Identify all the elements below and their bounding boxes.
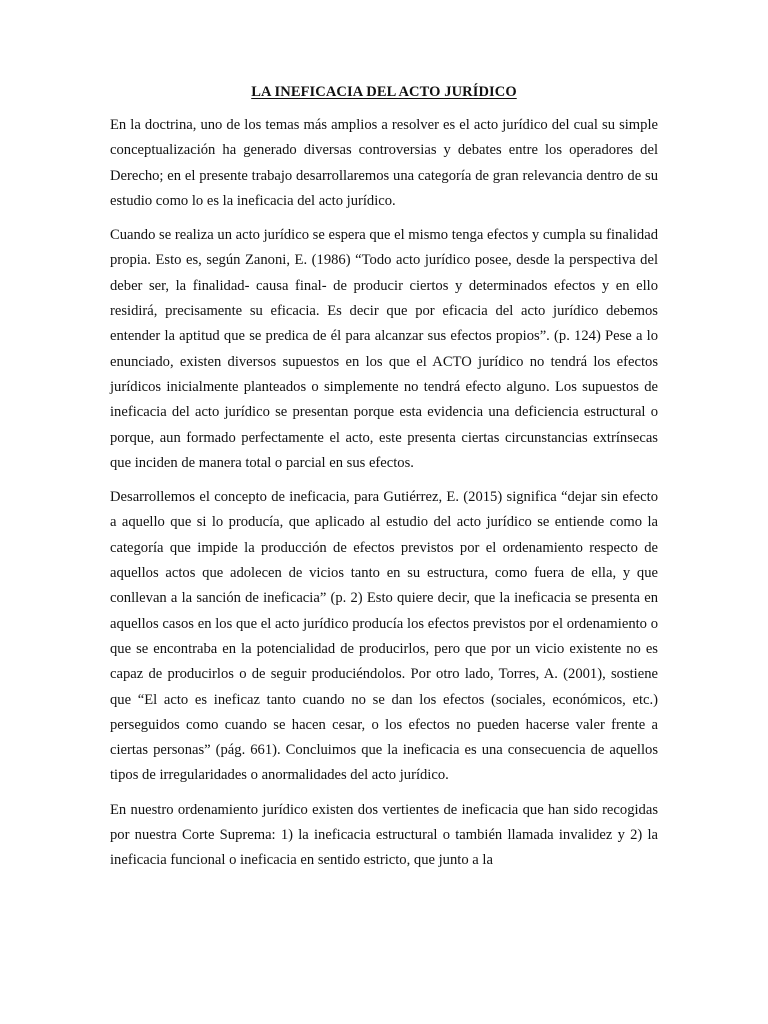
paragraph-ineficacy-types: En nuestro ordenamiento jurídico existen dos vertientes de ineficacia que han sido recogidas por nuestra Corte Suprema: 1) la ineficacia estructural o también llamada invalidez y 2) la ineficacia funcional o ineficacia en sentido estricto, que junto a la — [110, 801, 658, 869]
paragraph-ineficacy-concept: Desarrollemos el concepto de ineficacia, para Gutiérrez, E. (2015) significa “dejar sin efecto a aquello que si lo producía, que aplicado al estudio del acto jurídico se entiende como la categoría que impide la producción de efectos previstos por el ordenamiento respecto de aquellos actos que adolecen de vicios tanto en su estructura, como fuera de ella, y que conllevan a la sanción de ineficacia” (p. 2) Esto quiere decir, que la ineficacia se presenta en aquellos casos en los que el acto jurídico producía los efectos previstos por el ordenamiento o que se encontraba en la potencialidad de producirlos, pero que por un vicio existente no es capaz de producirlos o de seguir produciéndolos. Por otro lado, Torres, A. (2001), sostiene que “El acto es ineficaz tanto cuando no se dan los efectos (sociales, económicos, etc.) perseguidos como cuando se hacen cesar, o los efectos no pueden hacerse valer frente a ciertas personas” (pág. 661). Concluimos que la ineficacia es una consecuencia de aquellos tipos de irregularidades o anormalidades del acto jurídico. — [110, 489, 658, 784]
paragraph-efficacy: Cuando se realiza un acto jurídico se espera que el mismo tenga efectos y cumpla su finalidad propia. Esto es, según Zanoni, E. (1986) “Todo acto jurídico posee, desde la perspectiva del deber ser, la finalidad- causa final- de producir ciertos y determinados efectos y en ello residirá, precisamente su eficacia. Es decir que por eficacia del acto jurídico debemos entender la aptitud que se predica de él para alcanzar sus efectos propios”. (p. 124) Pese a lo enunciado, existen diversos supuestos en los que el ACTO jurídico no tendrá los efectos jurídicos inicialmente planteados o simplemente no tendrá efecto alguno. Los supuestos de ineficacia del acto jurídico se presentan porque esta evidencia una deficiencia estructural o porque, aun formado perfectamente el acto, este presenta ciertas circunstancias extrínsecas que inciden de manera total o parcial en sus efectos. — [110, 227, 658, 471]
paragraph-intro: En la doctrina, uno de los temas más amplios a resolver es el acto jurídico del cual su simple conceptualización ha generado diversas controversias y debates entre los operadores del Derecho; en el presente trabajo desarrollaremos una categoría de gran relevancia dentro de su estudio como lo es la ineficacia del acto jurídico. — [110, 117, 658, 209]
document-page — [110, 84, 658, 883]
document-title: LA INEFICACIA DEL ACTO JURÍDICO — [251, 84, 517, 100]
